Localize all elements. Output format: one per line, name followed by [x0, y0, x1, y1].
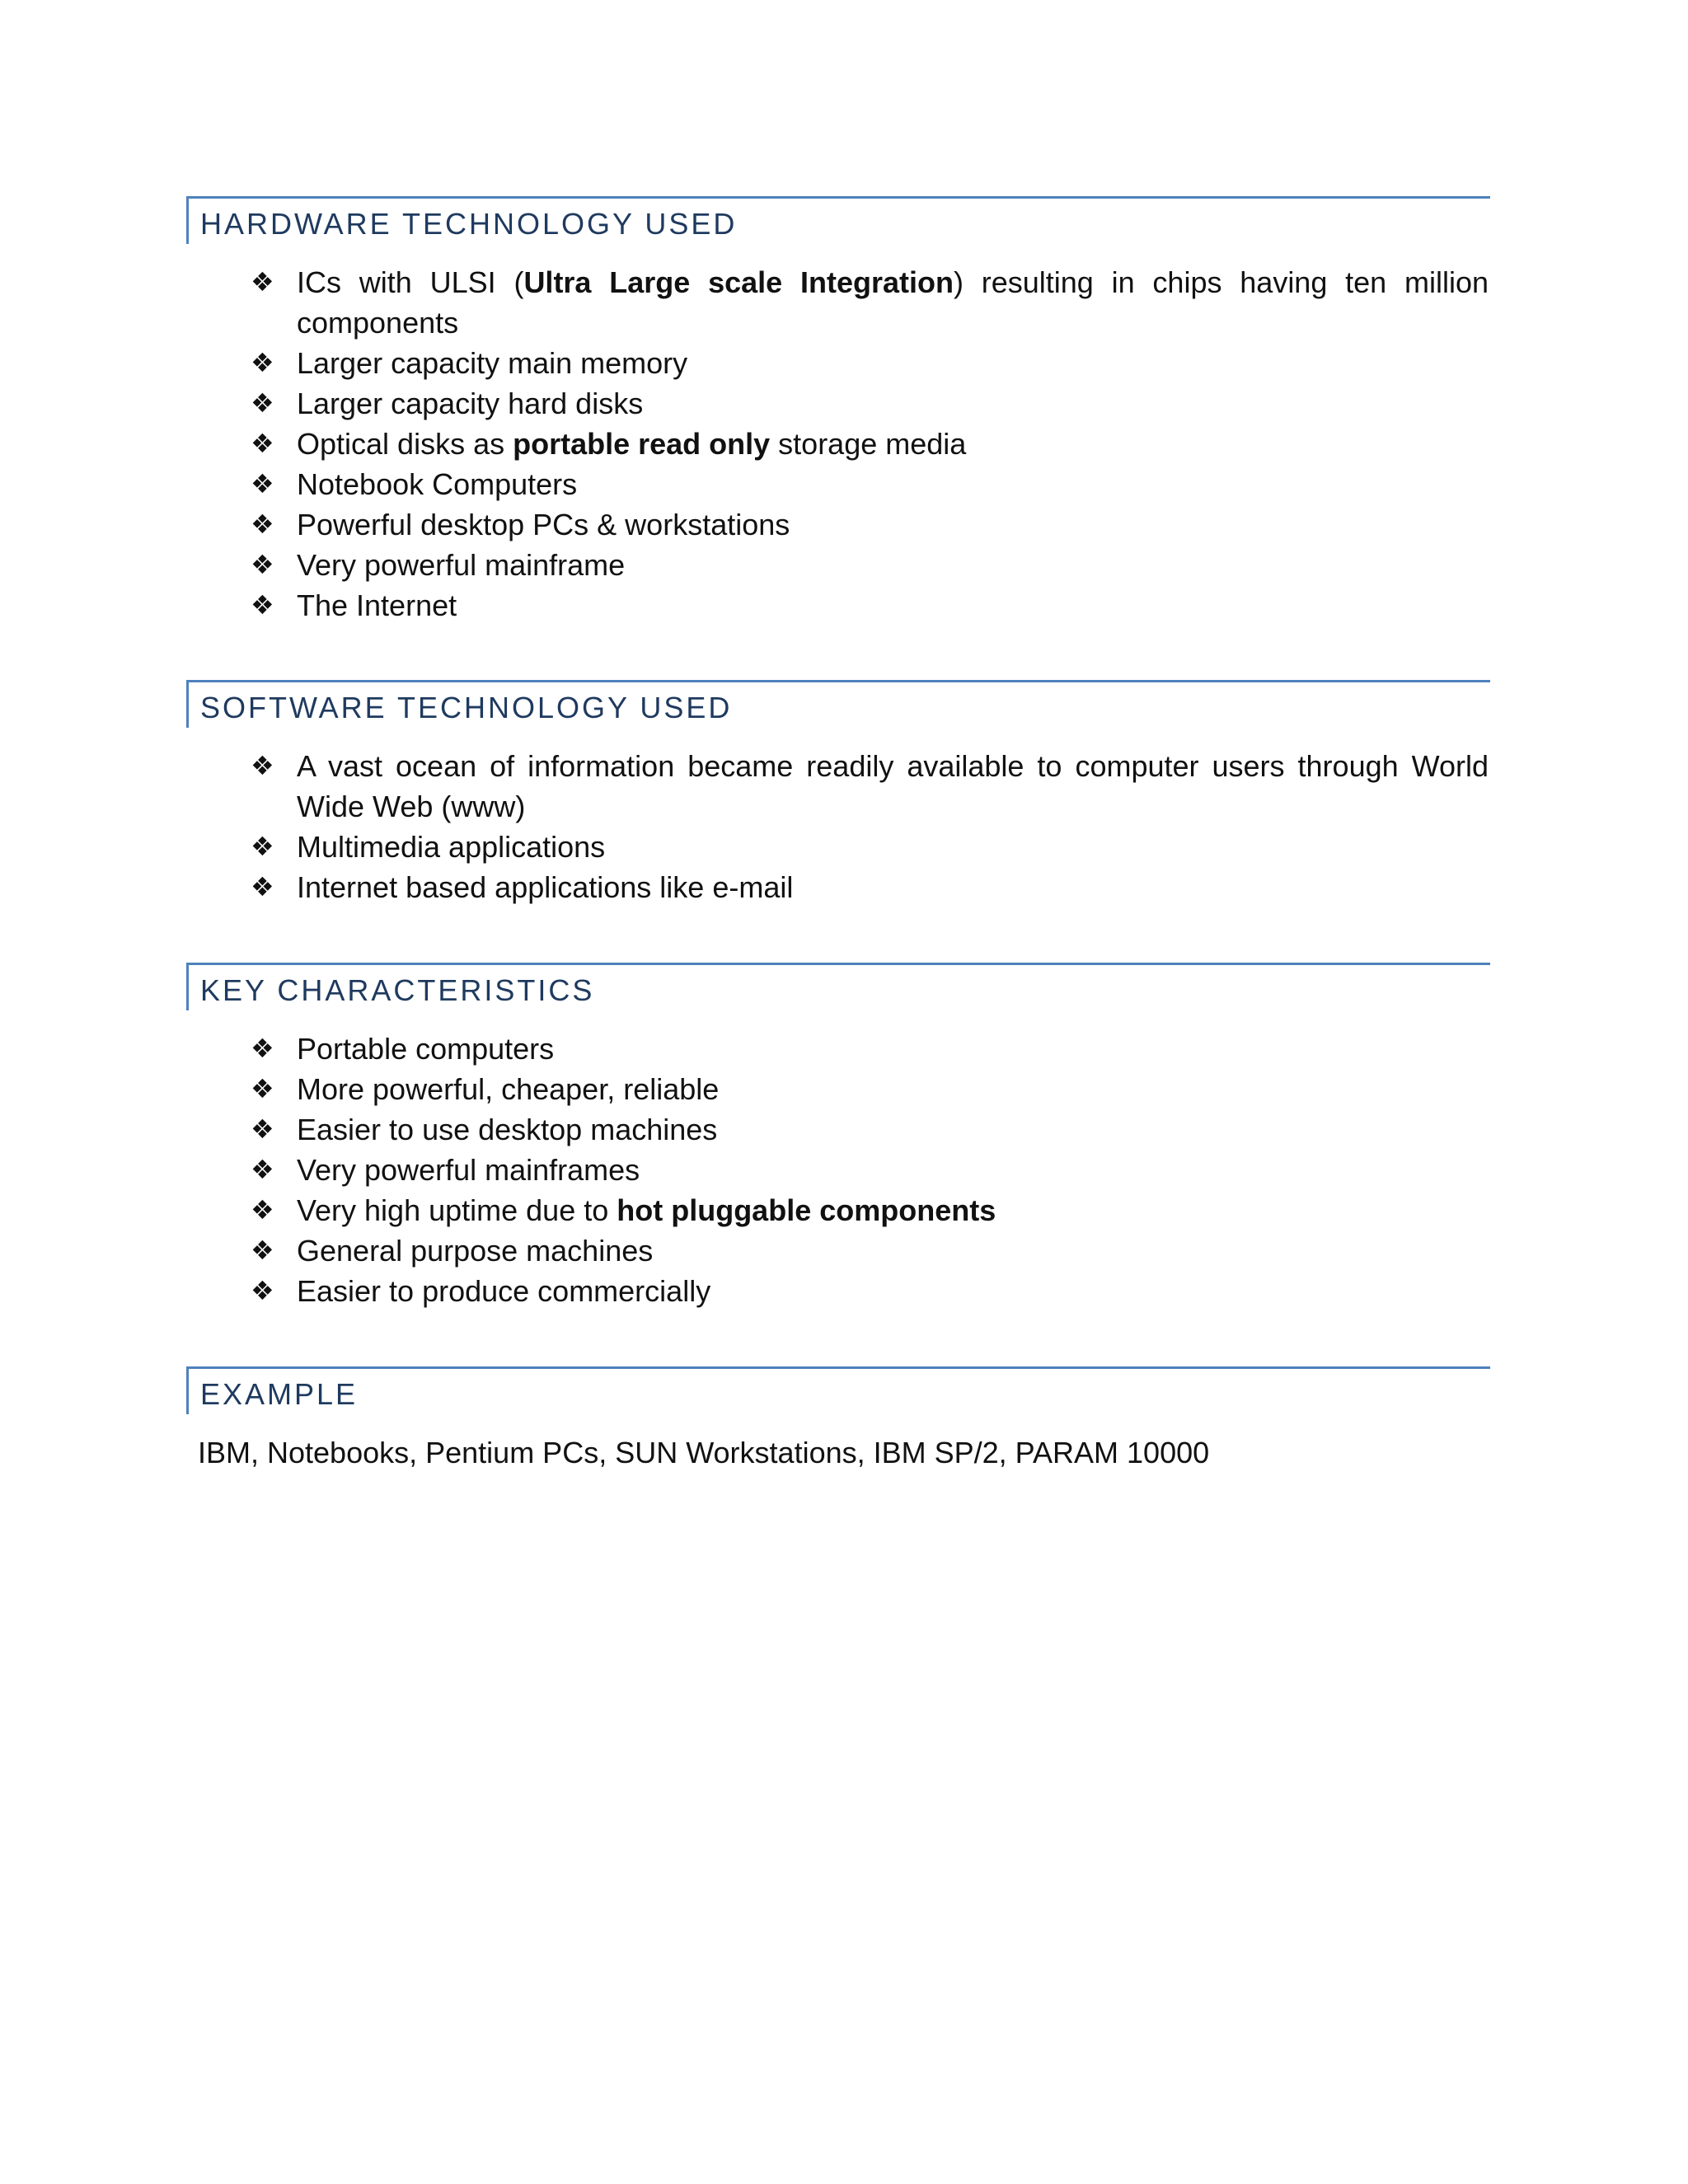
- section-heading-rule: [186, 680, 1490, 728]
- bullet-list: [186, 262, 1490, 626]
- section-heading: HARDWARE TECHNOLOGY USED: [200, 207, 738, 241]
- list-item: [186, 827, 1490, 867]
- four-diamond-bullet-icon: ❖: [251, 1073, 274, 1104]
- item-text: ICs with ULSI (: [297, 265, 524, 299]
- item-text: Very powerful mainframe: [297, 548, 626, 582]
- list-item: [186, 504, 1490, 545]
- bullet-list: [186, 1029, 1490, 1311]
- list-item: [186, 424, 1490, 464]
- four-diamond-bullet-icon: ❖: [251, 1113, 274, 1145]
- four-diamond-bullet-icon: ❖: [251, 266, 274, 298]
- four-diamond-bullet-icon: ❖: [251, 1033, 274, 1064]
- four-diamond-bullet-icon: ❖: [251, 549, 274, 580]
- item-text: Very powerful mainframes: [297, 1153, 640, 1187]
- section-heading: SOFTWARE TECHNOLOGY USED: [200, 691, 733, 724]
- item-text: General purpose machines: [297, 1234, 654, 1268]
- item-text: Very high uptime due to: [297, 1193, 617, 1227]
- list-item: [186, 1109, 1490, 1150]
- four-diamond-bullet-icon: ❖: [251, 831, 274, 862]
- item-text: ) resulting in chips having ten million components: [297, 265, 1489, 340]
- four-diamond-bullet-icon: ❖: [251, 1194, 274, 1226]
- four-diamond-bullet-icon: ❖: [251, 428, 274, 459]
- section-heading-rule: [186, 196, 1490, 244]
- item-bold-text: portable read only: [513, 427, 771, 461]
- item-bold-text: hot pluggable components: [617, 1193, 996, 1227]
- section-hardware: [186, 196, 1490, 626]
- list-item: [186, 464, 1490, 504]
- section-example: [186, 1366, 1490, 1473]
- item-text: Multimedia applications: [297, 830, 606, 864]
- item-text: Easier to use desktop machines: [297, 1113, 718, 1146]
- example-text: IBM, Notebooks, Pentium PCs, SUN Workstations, IBM SP/2, PARAM 10000: [198, 1436, 1210, 1469]
- item-text: Powerful desktop PCs & workstations: [297, 508, 790, 541]
- section-heading-rule: [186, 963, 1490, 1010]
- item-text: Optical disks as: [297, 427, 513, 461]
- item-text: A vast ocean of information became readily available to computer users through World Wide Web (www): [297, 749, 1489, 823]
- list-item: [186, 262, 1490, 343]
- item-text: Notebook Computers: [297, 467, 578, 501]
- item-text: The Internet: [297, 588, 457, 622]
- section-software: [186, 680, 1490, 907]
- four-diamond-bullet-icon: ❖: [251, 468, 274, 499]
- four-diamond-bullet-icon: ❖: [251, 1235, 274, 1266]
- list-item: [186, 867, 1490, 907]
- list-item: [186, 545, 1490, 585]
- four-diamond-bullet-icon: ❖: [251, 387, 274, 419]
- list-item: [186, 1150, 1490, 1190]
- list-item: [186, 1029, 1490, 1069]
- four-diamond-bullet-icon: ❖: [251, 589, 274, 621]
- item-text: Portable computers: [297, 1032, 555, 1066]
- list-item: [186, 383, 1490, 424]
- item-text: Easier to produce commercially: [297, 1274, 711, 1308]
- list-item: [186, 1069, 1490, 1109]
- four-diamond-bullet-icon: ❖: [251, 509, 274, 540]
- section-heading: KEY CHARACTERISTICS: [200, 973, 595, 1007]
- list-item: [186, 1271, 1490, 1311]
- list-item: [186, 1190, 1490, 1230]
- four-diamond-bullet-icon: ❖: [251, 347, 274, 378]
- item-text: storage media: [770, 427, 967, 461]
- four-diamond-bullet-icon: ❖: [251, 871, 274, 902]
- list-item: [186, 1230, 1490, 1271]
- bullet-list: [186, 746, 1490, 907]
- list-item: [186, 585, 1490, 626]
- section-heading-rule: [186, 1366, 1490, 1414]
- item-text: Larger capacity hard disks: [297, 387, 644, 420]
- section-heading: EXAMPLE: [200, 1377, 359, 1411]
- four-diamond-bullet-icon: ❖: [251, 750, 274, 781]
- four-diamond-bullet-icon: ❖: [251, 1154, 274, 1185]
- section-key-characteristics: [186, 963, 1490, 1311]
- item-text: More powerful, cheaper, reliable: [297, 1072, 720, 1106]
- four-diamond-bullet-icon: ❖: [251, 1275, 274, 1306]
- item-text: Larger capacity main memory: [297, 346, 688, 380]
- item-bold-text: Ultra Large scale Integration: [523, 265, 954, 299]
- list-item: [186, 746, 1490, 827]
- item-text: Internet based applications like e-mail: [297, 870, 794, 904]
- list-item: [186, 343, 1490, 383]
